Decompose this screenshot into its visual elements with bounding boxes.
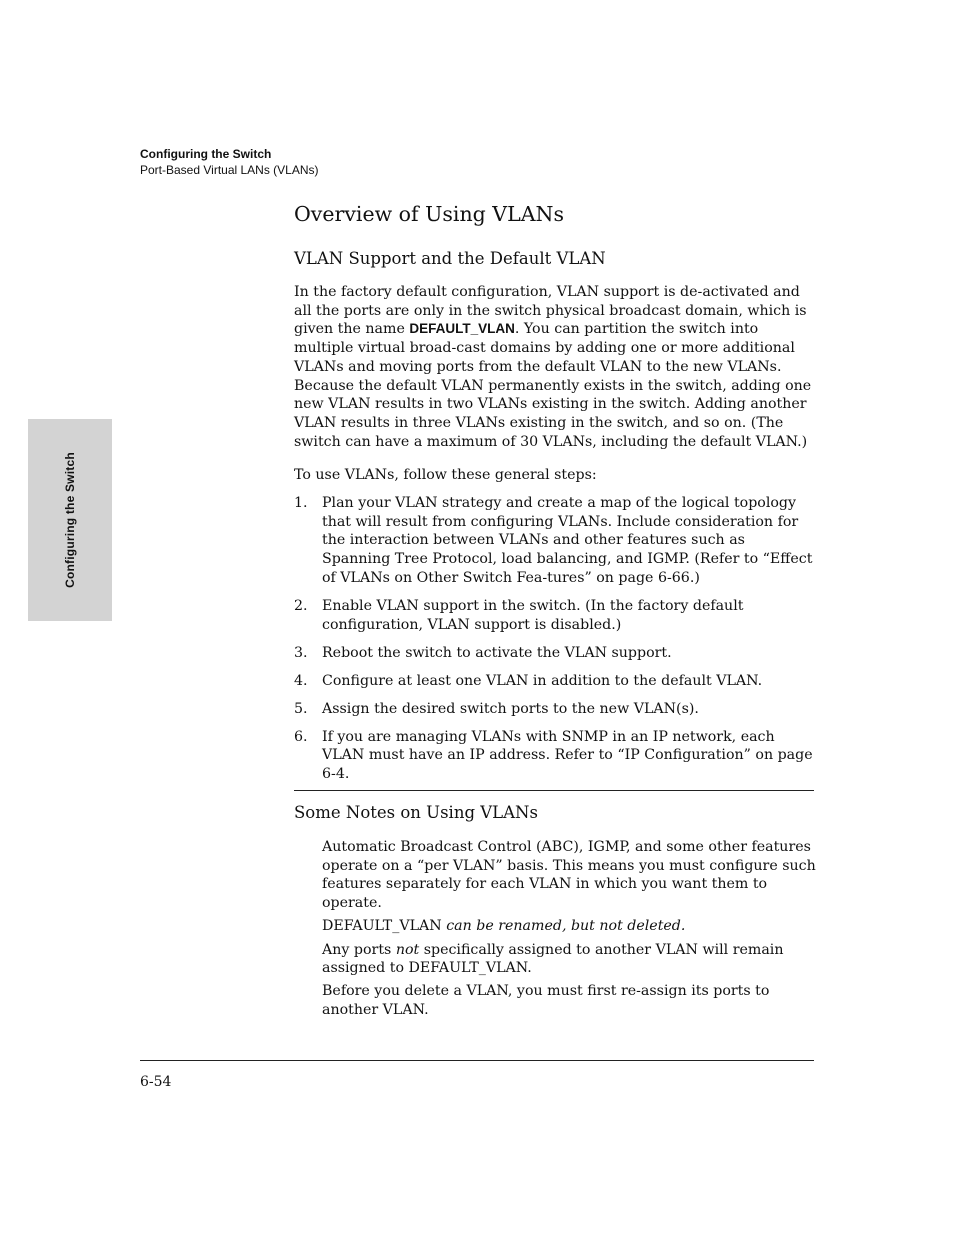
note-ports-not: not: [395, 941, 420, 958]
section-title-notes: Some Notes on Using VLANs: [294, 803, 538, 822]
step-number: 5.: [294, 700, 308, 717]
step-text: Reboot the switch to activate the VLAN support.: [322, 644, 672, 661]
default-vlan-code: DEFAULT_VLAN: [409, 321, 515, 337]
steps-list: [294, 494, 814, 793]
step-text: Plan your VLAN strategy and create a map of the logical topology that will result from configuring VLANs. Include consideration for the interaction between VLANs and other features such as Spanning Tree Protocol, load balancing, and IGMP. (Refer to “Effect of VLANs on Other Switch Fea-tures” on page 6-66.): [322, 495, 813, 586]
step-number: 1.: [294, 495, 308, 511]
list-item: [294, 728, 814, 784]
running-head: [140, 147, 319, 178]
page-number: 6-54: [140, 1074, 172, 1090]
list-item: [294, 494, 814, 588]
page-title: Overview of Using VLANs: [294, 202, 564, 226]
notes-block: [322, 838, 817, 1024]
note-unassigned-ports: [322, 941, 817, 978]
step-number: 2.: [294, 597, 308, 614]
step-number: 3.: [294, 644, 308, 661]
footer-divider: [140, 1060, 814, 1061]
note-ports-start: Any ports: [322, 941, 396, 958]
running-head-chapter: Configuring the Switch: [140, 147, 272, 161]
section-divider: [294, 790, 814, 791]
step-text: Assign the desired switch ports to the new VLAN(s).: [322, 700, 699, 717]
step-text: Configure at least one VLAN in addition to the default VLAN.: [322, 672, 763, 689]
note-default-vlan: [322, 917, 817, 936]
note-ports-end: specifically assigned to another VLAN will remain assigned to DEFAULT_VLAN.: [322, 941, 784, 977]
list-item: [294, 644, 814, 663]
list-item: [294, 700, 814, 719]
note-abc: Automatic Broadcast Control (ABC), IGMP, and some other features operate on a “per VLAN” basis. This means you must configure such features separately for each VLAN in which you want them to operate.: [322, 839, 816, 912]
steps-intro: To use VLANs, follow these general steps:: [294, 467, 597, 483]
step-text: Enable VLAN support in the switch. (In the factory default configuration, VLAN support is disabled.): [322, 597, 744, 633]
note-delete-vlan: Before you delete a VLAN, you must first re-assign its ports to another VLAN.: [322, 983, 770, 1019]
note-default-vlan-name: DEFAULT_VLAN: [322, 918, 447, 935]
intro-paragraph: [294, 283, 814, 451]
side-tab-label: Configuring the Switch: [63, 452, 77, 588]
intro-text-start: In the factory default configuration, VLAN support is de-activated and all the ports are only in the switch physical broadcast domain, which is given the name: [294, 284, 807, 338]
step-text: If you are managing VLANs with SNMP in an IP network, each VLAN must have an IP address. Refer to “IP Configuration” on page 6-4.: [322, 728, 813, 782]
chapter-side-tab: [28, 419, 112, 621]
running-head-section: Port-Based Virtual LANs (VLANs): [140, 163, 319, 177]
section-title-default-vlan: VLAN Support and the Default VLAN: [294, 249, 606, 268]
list-item: [294, 597, 814, 634]
intro-text-end: . You can partition the switch into multiple virtual broad-cast domains by adding one or more additional VLANs and moving ports from the default VLAN to the new VLANs. Because the default VLAN permanently exists in the switch, adding one new VLAN results in two VLANs existing in the switch. Adding another VLAN results in three VLANs existing in the switch, and so on. (The switch can have a maximum of 30 VLANs, including the default VLAN.): [294, 321, 812, 450]
step-number: 6.: [294, 728, 308, 745]
list-item: [294, 672, 814, 691]
step-number: 4.: [294, 672, 308, 689]
note-default-vlan-italic: can be renamed, but not deleted.: [446, 918, 686, 935]
